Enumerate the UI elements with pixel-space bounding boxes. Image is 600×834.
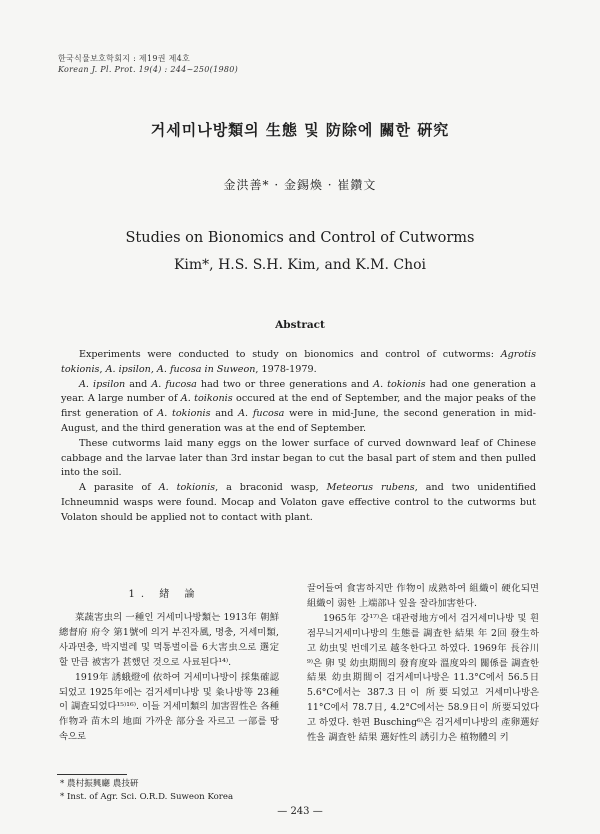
abstract-heading: Abstract <box>275 319 325 331</box>
body-paragraph: 1919年 誘蛾燈에 依하여 거세미나방이 採集確認되었고 1925年에는 검거세미나방 및 粂나방等 23種이 調査되었다¹⁵⁾¹⁶⁾. 이들 거세미類의 加害習性은 各種作物과 苗木의 地面 가까운 部分을 자르고 一部를 땅속으로 <box>59 671 279 743</box>
abstract-paragraph-2: A. ipsilon and A. fucosa had two or three generations and A. tokionis had one generation a year. A large number of A. toikonis occured at the end of September, and the major peaks of the first generation of A. tokionis and A. fucosa were in mid-June, the second generation in mid-August, and the third generation was at the end of September. <box>61 378 536 434</box>
footnote-divider <box>57 774 127 775</box>
korean-title: 거세미나방類의 生態 및 防除에 關한 硏究 <box>150 121 450 139</box>
abstract-paragraph-1: Experiments were conducted to study on bionomics and control of cutworms: Agrotis tokionis, A. ipsilon, A. fucosa in Suweon, 1978-1979. <box>61 349 536 375</box>
body-paragraph: 끌어들여 食害하지만 作物이 成熟하여 組織이 硬化되면 組織이 弱한 上端部나 잎을 잘라加害한다. <box>307 583 539 609</box>
body-paragraph: 菜蔬害虫의 一種인 거세미나방類는 1913年 朝鮮總督府 府令 第1號에 의거 부진자風, 명충, 거세미類, 사과면충, 박지벌레 및 먹통벌이를 6大害虫으로 選定할 만큼 被害가 甚했던 것으로 사료된다¹⁴⁾. <box>59 612 279 668</box>
journal-citation: Korean J. Pl. Prot. 19(4) : 244~250(1980) <box>58 65 239 74</box>
abstract-paragraph-3: These cutworms laid many eggs on the lower surface of curved downward leaf of Chinese cabbage and the larvae later than 3rd instar began to cut the basal part of stem and then pulled into the soil. <box>61 437 536 479</box>
footnote <box>60 778 233 803</box>
body-column-right <box>307 582 539 746</box>
page-number: — 243 — <box>277 806 323 817</box>
body-column-left <box>59 611 279 745</box>
abstract-body <box>61 348 536 526</box>
section-heading-introduction: 1. 緖 論 <box>128 589 201 600</box>
journal-header <box>58 53 238 75</box>
footnote-affiliation-ko: * 農村振興廳 農技硏 <box>60 779 139 789</box>
body-paragraph: 1965年 강¹⁷⁾은 대관령地方에서 검거세미나방 및 흰점무늬거세미나방의 生態를 調査한 結果 年 2回 發生하고 幼虫및 번데기로 越冬한다고 하였다. 1969年 長谷川⁹⁾은 卵 및 幼虫期間의 發育度와 溫度와의 關係를 調査한 結果 幼虫期間이 검거세미나방은 11.3°C에서 56.5日 5.6°C에서는 387.3日이 所要되었고 거세미나방은 11°C에서 78.7日, 4.2°C에서는 58.9日이 所要되었다고 하였다. 한편 Busching⁶⁾은 검거세미나방의 產卵選好性을 調査한 結果 選好性의 誘引力은 植物體의 키 <box>307 612 539 744</box>
korean-authors: 金洪善* · 金錫煥 · 崔鑽文 <box>223 178 377 192</box>
english-title: Studies on Bionomics and Control of Cutworms <box>125 230 475 246</box>
abstract-paragraph-4: A parasite of A. tokionis, a braconid wasp, Meteorus rubens, and two unidentified Ichneumnid wasps were found. Mocap and Volaton gave effective control to the cutworms but Volaton should be applied not to contact with plant. <box>61 482 536 523</box>
journal-name-ko: 한국식물보호학회지 : 제19권 제4호 <box>58 54 191 63</box>
footnote-affiliation-en: * Inst. of Agr. Sci. O.R.D. Suweon Korea <box>60 791 234 802</box>
english-authors: Kim*, H.S. S.H. Kim, and K.M. Choi <box>173 257 427 273</box>
